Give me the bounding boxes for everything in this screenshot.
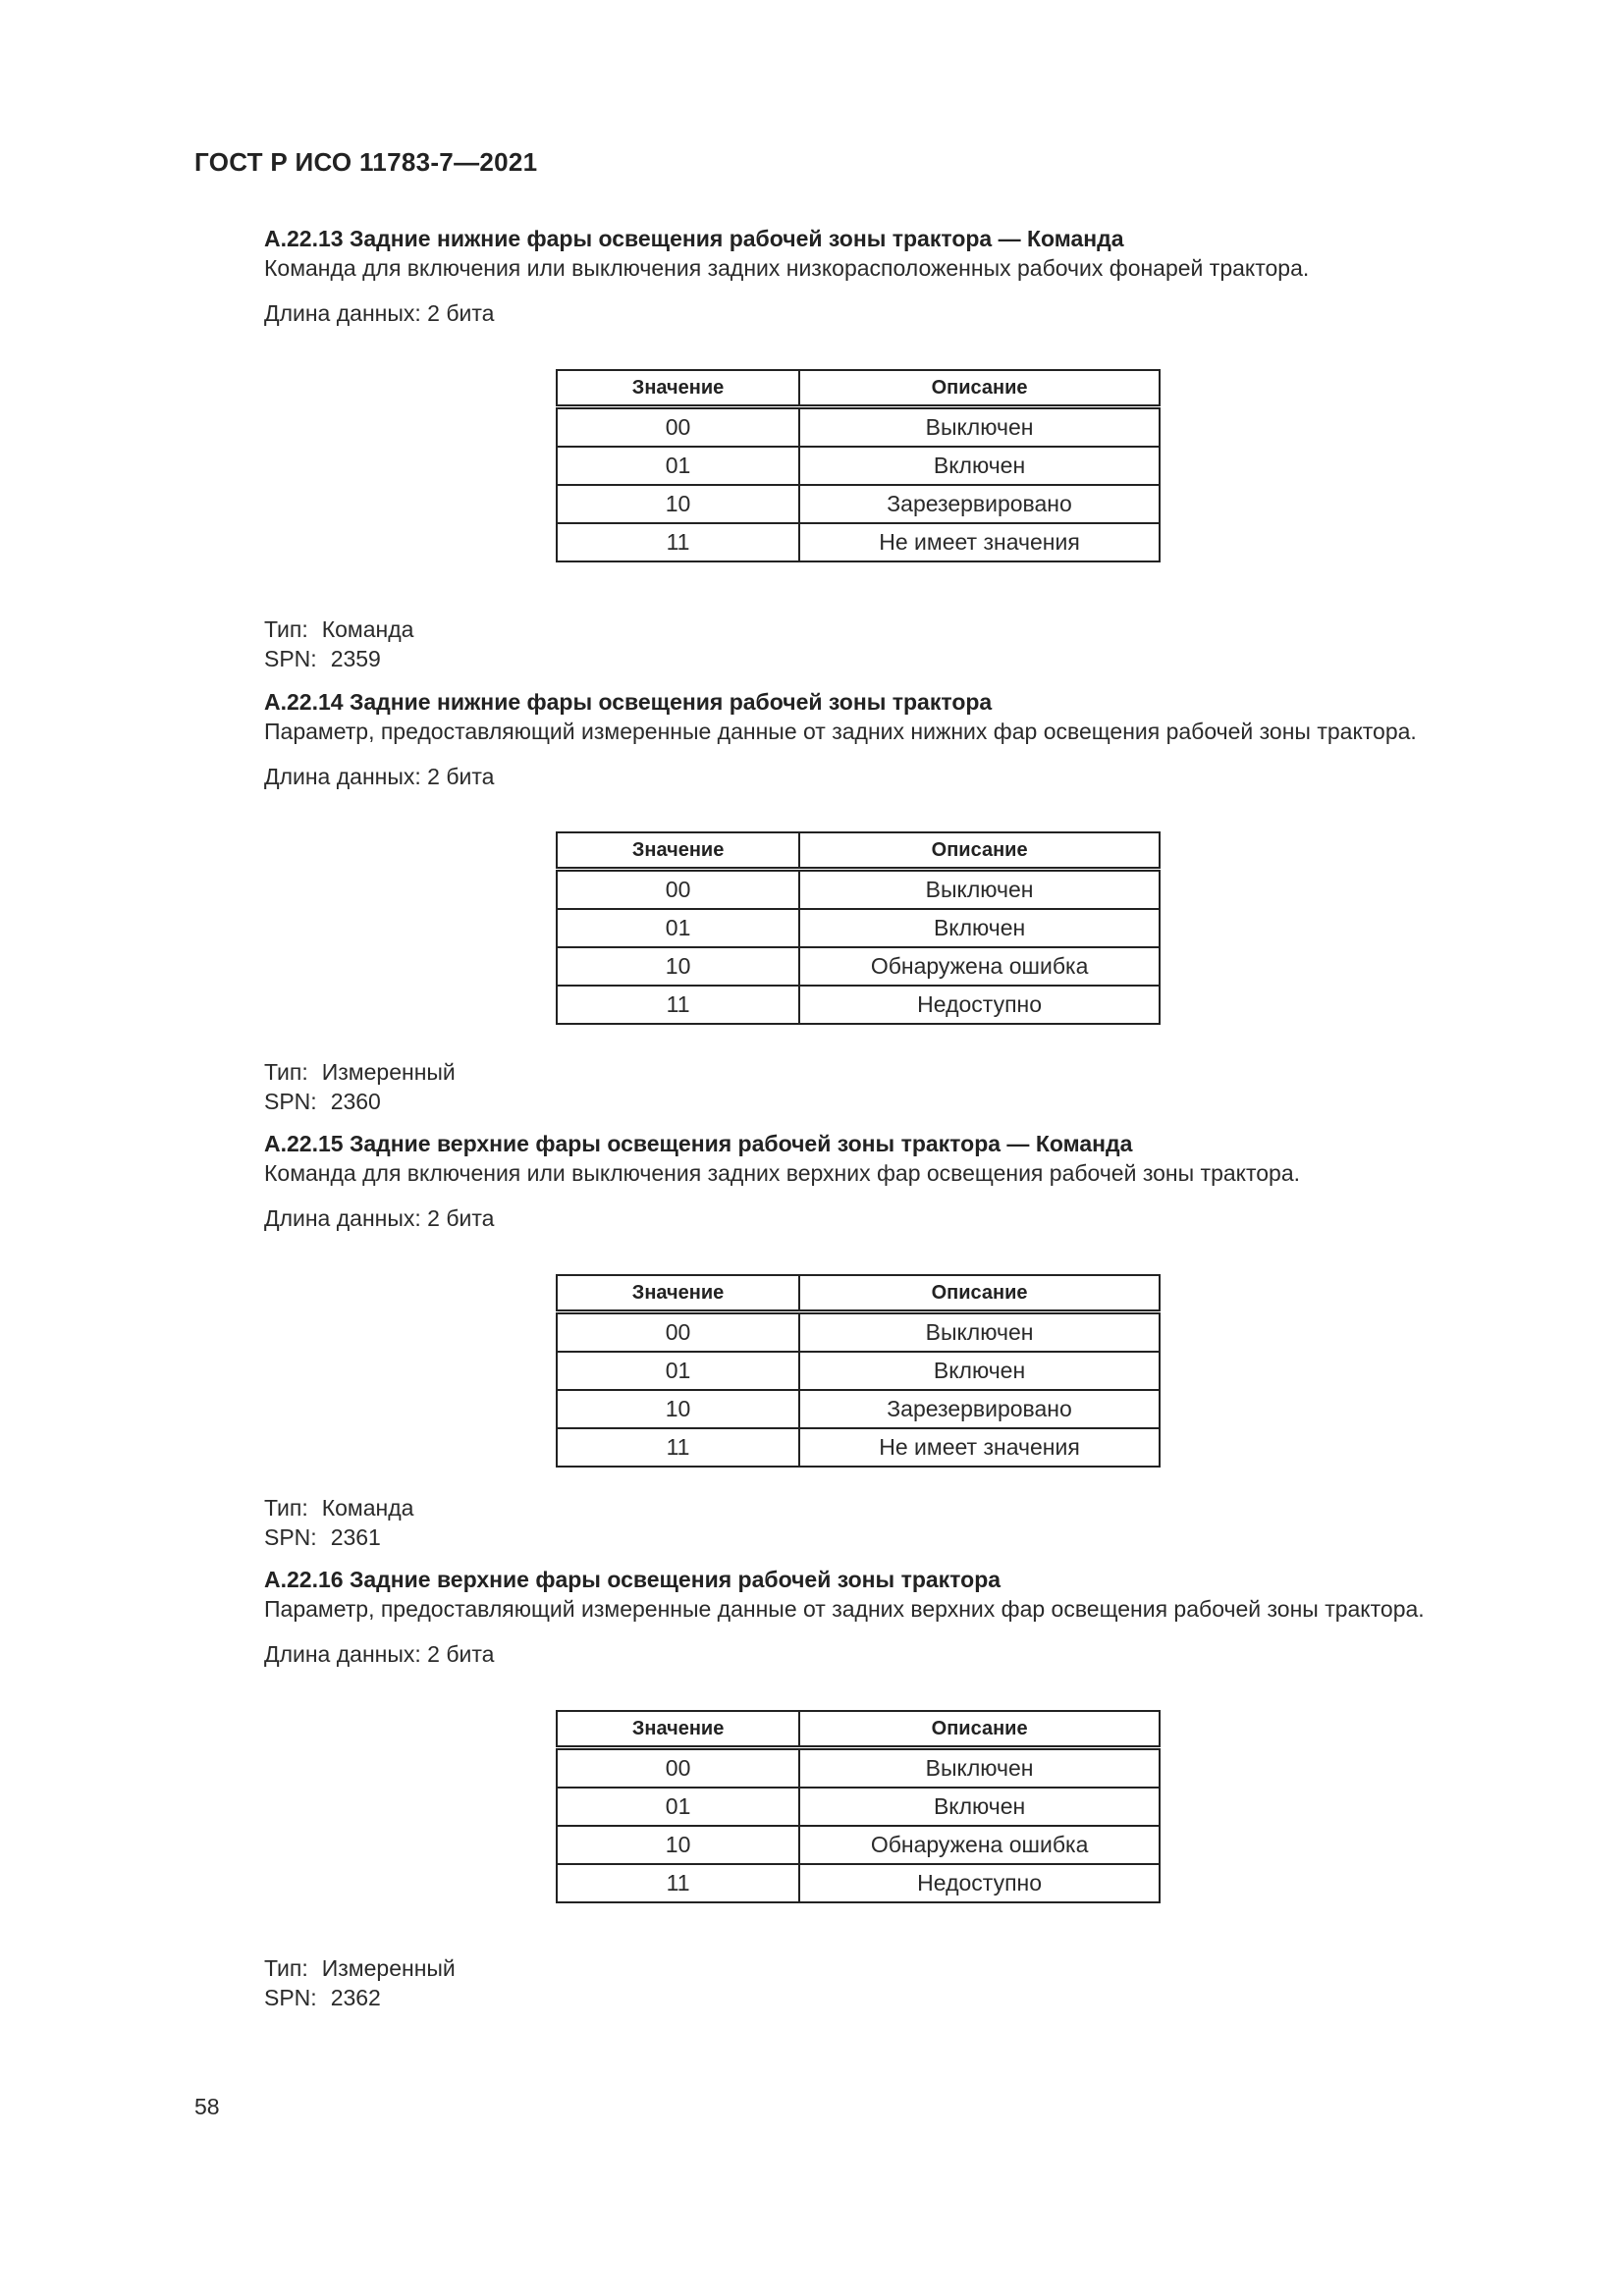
description-cell: Недоступно [799,986,1160,1024]
value-cell: 11 [557,1864,799,1902]
section-a22-15 [264,1129,1541,1233]
table-row [557,1748,1160,1789]
spn-line [264,1087,456,1116]
description-cell: Выключен [799,407,1160,448]
data-length: Длина данных: 2 бита [264,300,495,326]
table-row [557,870,1160,910]
description-cell: Зарезервировано [799,485,1160,523]
data-length: Длина данных: 2 бита [264,1641,495,1667]
table-row [557,947,1160,986]
column-header-value: Значение [557,832,799,870]
section-description: Параметр, предоставляющий измеренные данные от задних верхних фар освещения рабочей зоны трактора. [264,1596,1425,1622]
table-row [557,485,1160,523]
description-cell: Включен [799,447,1160,485]
spn-label: SPN: [264,1524,317,1550]
value-cell: 01 [557,447,799,485]
column-header-value: Значение [557,370,799,407]
table-row [557,1428,1160,1467]
column-header-value: Значение [557,1711,799,1748]
value-cell: 00 [557,407,799,448]
table-row [557,407,1160,448]
description-cell: Включен [799,909,1160,947]
spn-label: SPN: [264,646,317,671]
table-row [557,1312,1160,1353]
parameter-meta [264,1057,456,1116]
spn-value: 2359 [330,646,381,671]
type-value: Измеренный [321,1059,456,1085]
values-table [556,831,1161,1025]
value-cell: 00 [557,870,799,910]
section-a22-16 [264,1565,1541,1669]
value-cell: 01 [557,1788,799,1826]
value-cell: 10 [557,1826,799,1864]
spn-label: SPN: [264,1089,317,1114]
value-cell: 01 [557,909,799,947]
type-line [264,614,413,644]
type-line [264,1493,413,1522]
section-a22-14 [264,687,1541,791]
type-label: Тип: [264,616,308,642]
description-cell: Включен [799,1352,1160,1390]
spn-value: 2362 [330,1985,381,2010]
description-cell: Обнаружена ошибка [799,947,1160,986]
values-table [556,1274,1161,1468]
table-row [557,1826,1160,1864]
value-cell: 11 [557,1428,799,1467]
data-length: Длина данных: 2 бита [264,764,495,789]
section-a22-13 [264,224,1541,328]
section-description: Команда для включения или выключения задних низкорасположенных рабочих фонарей трактора. [264,255,1310,281]
table-row [557,447,1160,485]
column-header-description: Описание [799,832,1160,870]
spn-line [264,644,413,673]
description-cell: Выключен [799,1748,1160,1789]
parameter-meta [264,1493,413,1552]
table-row [557,1390,1160,1428]
values-table [556,369,1161,562]
type-label: Тип: [264,1495,308,1521]
table-header-row [557,1275,1160,1312]
description-cell: Недоступно [799,1864,1160,1902]
table-row [557,523,1160,561]
spn-line [264,1522,413,1552]
type-line [264,1057,456,1087]
value-cell: 11 [557,986,799,1024]
description-cell: Не имеет значения [799,523,1160,561]
value-cell: 10 [557,1390,799,1428]
type-value: Команда [321,1495,414,1521]
description-cell: Не имеет значения [799,1428,1160,1467]
spn-label: SPN: [264,1985,317,2010]
spn-value: 2361 [330,1524,381,1550]
section-description: Команда для включения или выключения задних верхних фар освещения рабочей зоны трактора. [264,1160,1301,1186]
document-header: ГОСТ Р ИСО 11783-7—2021 [194,147,538,177]
value-cell: 00 [557,1748,799,1789]
parameter-meta [264,1953,456,2012]
value-cell: 01 [557,1352,799,1390]
table-header-row [557,370,1160,407]
column-header-description: Описание [799,1275,1160,1312]
type-value: Команда [321,616,414,642]
table-row [557,1788,1160,1826]
table-row [557,909,1160,947]
data-length: Длина данных: 2 бита [264,1205,495,1231]
description-cell: Зарезервировано [799,1390,1160,1428]
value-cell: 00 [557,1312,799,1353]
spn-line [264,1983,456,2012]
section-title: A.22.16 Задние верхние фары освещения рабочей зоны трактора [264,1567,1001,1592]
description-cell: Включен [799,1788,1160,1826]
values-table [556,1710,1161,1903]
type-label: Тип: [264,1955,308,1981]
type-value: Измеренный [321,1955,456,1981]
value-cell: 11 [557,523,799,561]
column-header-value: Значение [557,1275,799,1312]
parameter-meta [264,614,413,673]
section-title: A.22.14 Задние нижние фары освещения рабочей зоны трактора [264,689,993,715]
table-header-row [557,832,1160,870]
type-line [264,1953,456,1983]
value-cell: 10 [557,947,799,986]
section-description: Параметр, предоставляющий измеренные данные от задних нижних фар освещения рабочей зоны трактора. [264,719,1417,744]
description-cell: Выключен [799,1312,1160,1353]
table-row [557,1352,1160,1390]
type-label: Тип: [264,1059,308,1085]
spn-value: 2360 [330,1089,381,1114]
page-number: 58 [194,2094,220,2119]
column-header-description: Описание [799,370,1160,407]
table-row [557,986,1160,1024]
column-header-description: Описание [799,1711,1160,1748]
description-cell: Выключен [799,870,1160,910]
section-title: A.22.15 Задние верхние фары освещения рабочей зоны трактора — Команда [264,1131,1133,1156]
section-title: A.22.13 Задние нижние фары освещения рабочей зоны трактора — Команда [264,226,1124,251]
value-cell: 10 [557,485,799,523]
table-header-row [557,1711,1160,1748]
description-cell: Обнаружена ошибка [799,1826,1160,1864]
table-row [557,1864,1160,1902]
